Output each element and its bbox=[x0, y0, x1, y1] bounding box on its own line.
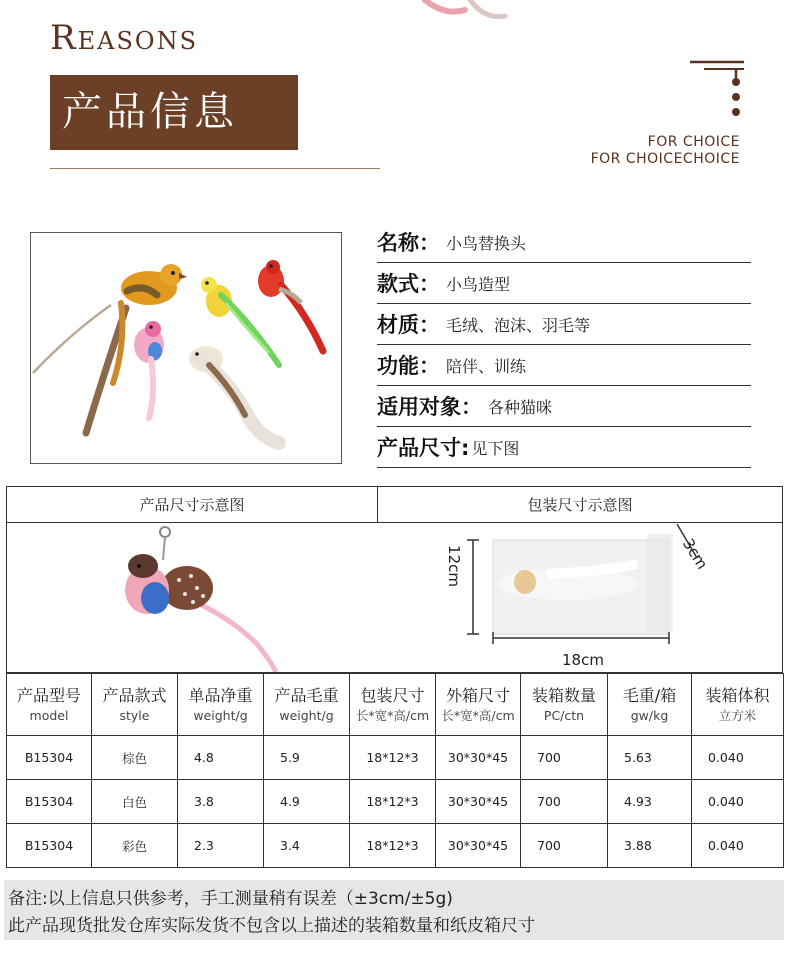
for-choice-line-1: FOR CHOICE bbox=[647, 134, 740, 150]
feather-decoration-icon bbox=[420, 0, 510, 24]
table-cell: 5.63 bbox=[608, 736, 692, 780]
package-width-label: 18cm bbox=[562, 651, 604, 669]
note-line-2: 此产品现货批发仓库实际发货不包含以上描述的装箱数量和纸皮箱尺寸 bbox=[8, 916, 535, 936]
table-header-cell: 产品毛重 weight/g bbox=[264, 674, 350, 736]
package-depth-label: 3cm bbox=[678, 535, 712, 573]
table-cell: 30*30*45 bbox=[436, 780, 521, 824]
table-row bbox=[7, 780, 784, 824]
size-diagram-panel bbox=[6, 486, 783, 673]
spec-label: 产品尺寸: bbox=[377, 436, 470, 460]
title-english: Reasons bbox=[50, 18, 199, 58]
spec-value: 各种猫咪 bbox=[488, 397, 553, 417]
bird-toys-illustration-icon bbox=[31, 233, 341, 463]
table-cell: 700 bbox=[521, 824, 608, 868]
table-cell: B15304 bbox=[7, 780, 92, 824]
title-chinese: 产品信息 bbox=[62, 89, 238, 135]
table-row bbox=[7, 824, 784, 868]
spec-value: 陪伴、训练 bbox=[446, 356, 527, 376]
table-header-cell: 装箱体积 立方米 bbox=[692, 674, 784, 736]
table-header-cell: 单品净重 weight/g bbox=[178, 674, 264, 736]
spec-label: 款式： bbox=[377, 272, 440, 296]
table-cell: 18*12*3 bbox=[350, 780, 436, 824]
spec-row-style bbox=[377, 263, 751, 304]
spec-value: 毛绒、泡沫、羽毛等 bbox=[446, 315, 591, 335]
note-line-1: 备注:以上信息只供参考，手工测量稍有误差（±3cm/±5g) bbox=[8, 889, 453, 909]
table-cell: 2.3 bbox=[178, 824, 264, 868]
table-cell: 18*12*3 bbox=[350, 736, 436, 780]
table-cell: 4.9 bbox=[264, 780, 350, 824]
table-cell: 白色 bbox=[92, 780, 178, 824]
table-cell: 3.4 bbox=[264, 824, 350, 868]
table-cell: 4.8 bbox=[178, 736, 264, 780]
spec-value: 小鸟造型 bbox=[446, 274, 511, 294]
table-header-cell: 产品款式 style bbox=[92, 674, 178, 736]
table-cell: B15304 bbox=[7, 736, 92, 780]
table-cell: 5.9 bbox=[264, 736, 350, 780]
notes-box bbox=[4, 880, 784, 940]
table-cell: 18*12*3 bbox=[350, 824, 436, 868]
spec-row-size bbox=[377, 427, 751, 468]
table-row bbox=[7, 736, 784, 780]
product-spec-table bbox=[6, 673, 784, 868]
table-cell: 30*30*45 bbox=[436, 824, 521, 868]
for-choice-line-2: FOR CHOICECHOICE bbox=[590, 151, 740, 167]
header-divider bbox=[50, 168, 380, 169]
package-height-label: 12cm bbox=[444, 545, 463, 587]
table-cell: 700 bbox=[521, 780, 608, 824]
table-header-row bbox=[7, 674, 784, 736]
spec-value: 小鸟替换头 bbox=[446, 233, 527, 253]
corner-dots-decoration-icon bbox=[688, 58, 748, 122]
table-cell: 3.88 bbox=[608, 824, 692, 868]
table-header-cell: 包装尺寸 长*宽*高/cm bbox=[350, 674, 436, 736]
spec-label: 名称： bbox=[377, 231, 440, 255]
table-cell: 30*30*45 bbox=[436, 736, 521, 780]
table-header-cell: 毛重/箱 gw/kg bbox=[608, 674, 692, 736]
table-cell: B15304 bbox=[7, 824, 92, 868]
table-cell: 0.040 bbox=[692, 736, 784, 780]
table-header-cell: 装箱数量 PC/ctn bbox=[521, 674, 608, 736]
spec-list bbox=[377, 222, 751, 468]
title-chinese-banner bbox=[50, 75, 298, 150]
spec-row-target bbox=[377, 386, 751, 427]
product-size-diagram-title: 产品尺寸示意图 bbox=[7, 487, 377, 523]
table-cell: 4.93 bbox=[608, 780, 692, 824]
package-size-diagram-title: 包装尺寸示意图 bbox=[378, 487, 782, 523]
table-cell: 0.040 bbox=[692, 824, 784, 868]
spec-label: 材质： bbox=[377, 313, 440, 337]
product-bird-icon bbox=[107, 524, 297, 672]
spec-row-name bbox=[377, 222, 751, 263]
table-cell: 0.040 bbox=[692, 780, 784, 824]
table-cell: 棕色 bbox=[92, 736, 178, 780]
table-cell: 彩色 bbox=[92, 824, 178, 868]
table-cell: 3.8 bbox=[178, 780, 264, 824]
table-header-cell: 外箱尺寸 长*宽*高/cm bbox=[436, 674, 521, 736]
spec-label: 适用对象： bbox=[377, 395, 482, 419]
product-photo bbox=[30, 232, 342, 464]
table-header-cell: 产品型号 model bbox=[7, 674, 92, 736]
spec-value: 见下图 bbox=[471, 438, 520, 458]
spec-row-function bbox=[377, 345, 751, 386]
for-choice-tagline bbox=[591, 134, 740, 168]
spec-label: 功能： bbox=[377, 354, 440, 378]
spec-row-material bbox=[377, 304, 751, 345]
table-cell: 700 bbox=[521, 736, 608, 780]
